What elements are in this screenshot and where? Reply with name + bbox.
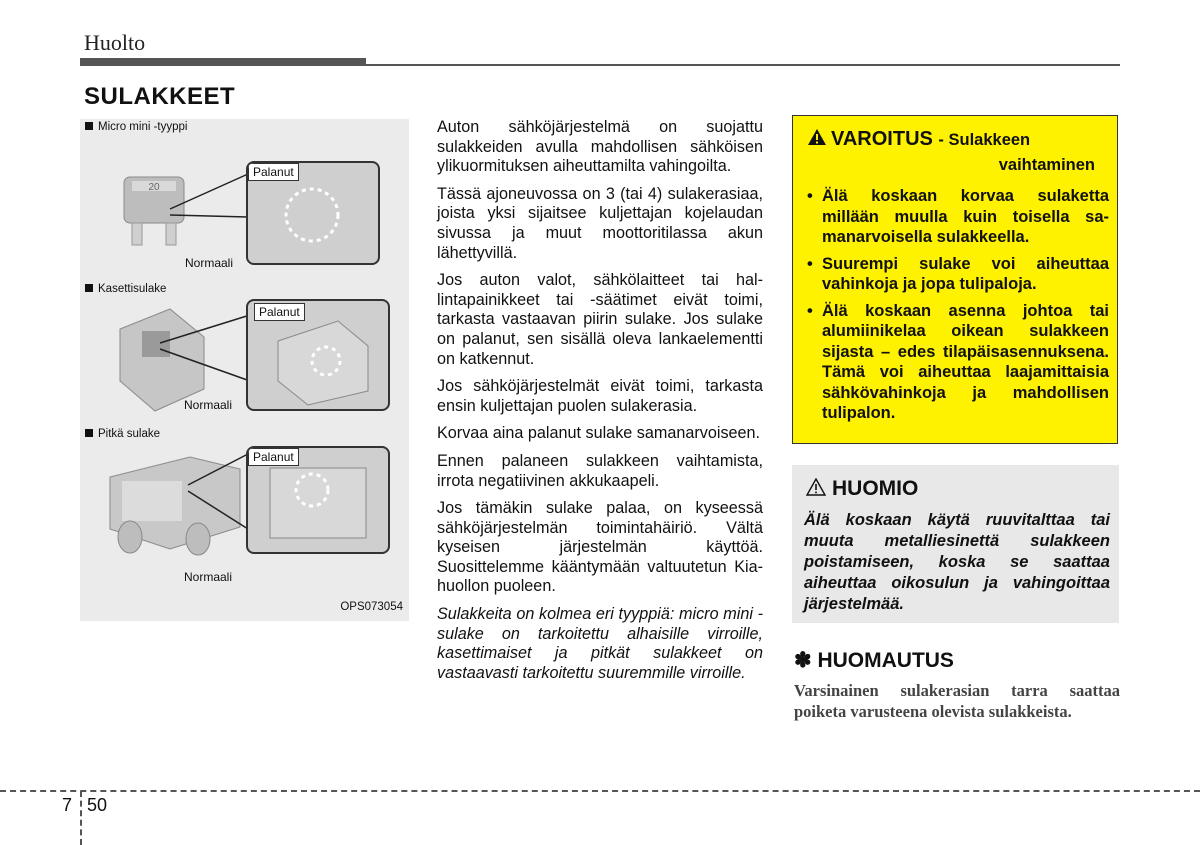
header-rule-line	[366, 64, 1120, 66]
caution-text: Älä koskaan käytä ruuvitalttaa tai muuta metalliesinettä sulakkeen poistamiseen, koska se saattaa aiheuttaa oikosulun ja vahingoittaa järjestelmää.	[804, 511, 1110, 613]
blown-label: Palanut	[248, 163, 299, 181]
page-title: SULAKKEET	[84, 83, 236, 110]
warning-triangle-icon	[807, 128, 827, 146]
body-paragraph: Tässä ajoneuvossa on 3 (tai 4) sulakerasiaa, joista yksi sijaitsee kuljettajan kojelaudan sivussa ja muut moottoritilassa akun lähettyvillä.	[437, 184, 763, 262]
warning-list	[805, 186, 1109, 430]
caution-heading: HUOMIO	[806, 477, 918, 501]
body-paragraph: Auton sähköjärjestelmä on suojattu sulakkeiden avulla mahdollisen sähköisen ylikuormituksen aiheuttamilta vahingoilta.	[437, 118, 763, 176]
warning-subheading-2: vaihtaminen	[998, 156, 1095, 174]
long-fuse-image	[110, 454, 248, 555]
page-number: 50	[87, 795, 108, 815]
body-paragraph: Jos tämäkin sulake palaa, on kyseessä sähköjärjestelmän toimintahäiriö. Vältä kyseisen järjestelmän käyttöä. Suosittelemme kääntymään valtuutetun Kia-huollon puoleen.	[437, 499, 763, 596]
blown-label: Palanut	[248, 448, 299, 466]
body-paragraph: Jos sähköjärjestelmät eivät toimi, tarkasta ensin kuljettajan puolen sulakerasia.	[437, 377, 763, 415]
cassette-fuse-image	[120, 309, 250, 411]
normal-label: Normaali	[185, 256, 234, 270]
chapter-number: 7	[62, 795, 73, 815]
warning-item: • Älä koskaan asenna johtoa tai alumiinikelaa oikean sulakkeen sijasta – edes tilapäisasennuksena. Tämä voi aiheuttaa laajamittaisia sähkövahinkoja ja mahdollisen tulipalon.	[807, 301, 1109, 422]
body-text	[437, 118, 763, 691]
header-rule-bar	[80, 58, 366, 66]
footer-divider-vertical	[80, 791, 82, 845]
warning-item: • Suurempi sulake voi aiheuttaa vahinkoja ja jopa tulipaloja.	[807, 254, 1109, 293]
note-text: Varsinainen sulakerasian tarra saattaa poiketa varusteena olevista sulakkeista.	[794, 681, 1120, 721]
long-blown-zoom	[246, 446, 390, 554]
body-paragraph: Jos auton valot, sähkölaitteet tai hallintapainikkeet tai -säätimet eivät toimi, tarkasta vastaavan piirin sulake. Jos sulake on palanut, sen sisällä oleva lankaelementti on katkennut.	[437, 271, 763, 368]
footer-divider	[0, 790, 1200, 792]
bullet-icon: •	[807, 301, 813, 320]
warning-box	[792, 115, 1118, 444]
body-paragraph: Ennen palaneen sulakkeen vaihtamista, irrota negatiivinen akkukaapeli.	[437, 451, 763, 490]
bullet-icon: •	[807, 254, 813, 273]
micro-mini-blown-zoom	[246, 161, 380, 265]
caution-box	[792, 465, 1119, 623]
asterisk-icon: ✽	[794, 649, 812, 672]
square-bullet-icon	[85, 284, 93, 292]
bullet-icon: •	[807, 187, 813, 205]
fuse-types-figure	[80, 119, 409, 621]
figure-caption-micro-mini: Micro mini -tyyppi	[85, 121, 187, 133]
caution-triangle-icon	[806, 478, 826, 496]
warning-heading: VAROITUS - Sulakkeen	[807, 128, 1030, 151]
warning-item: • Älä koskaan korvaa sulaketta millään muulla kuin toisella samanarvoisella sulakkeella.	[807, 187, 1109, 246]
figure-code: OPS073054	[340, 601, 403, 613]
italic-note: Sulakkeita on kolmea eri tyyppiä: micro mini -sulake on tarkoitettu alhaisille virroille, kasettimaiset ja pitkät sulakkeet on vastaavasti tarkoitettu suuremmille virroille.	[437, 605, 763, 682]
figure-caption-cassette: Kasettisulake	[85, 283, 166, 295]
cassette-blown-zoom	[246, 299, 390, 411]
body-paragraph: Korvaa aina palanut sulake samanarvoiseen.	[437, 424, 761, 443]
normal-label: Normaali	[184, 398, 233, 412]
normal-label: Normaali	[184, 570, 233, 584]
figure-caption-long: Pitkä sulake	[85, 428, 160, 440]
section-header: Huolto	[84, 30, 146, 55]
warning-subheading: - Sulakkeen	[938, 131, 1031, 149]
note-heading: ✽ HUOMAUTUS	[794, 649, 954, 672]
fuse-rating-text: 20	[148, 182, 160, 193]
micro-mini-fuse-image	[124, 174, 248, 245]
blown-label: Palanut	[254, 303, 305, 321]
square-bullet-icon	[85, 429, 93, 437]
